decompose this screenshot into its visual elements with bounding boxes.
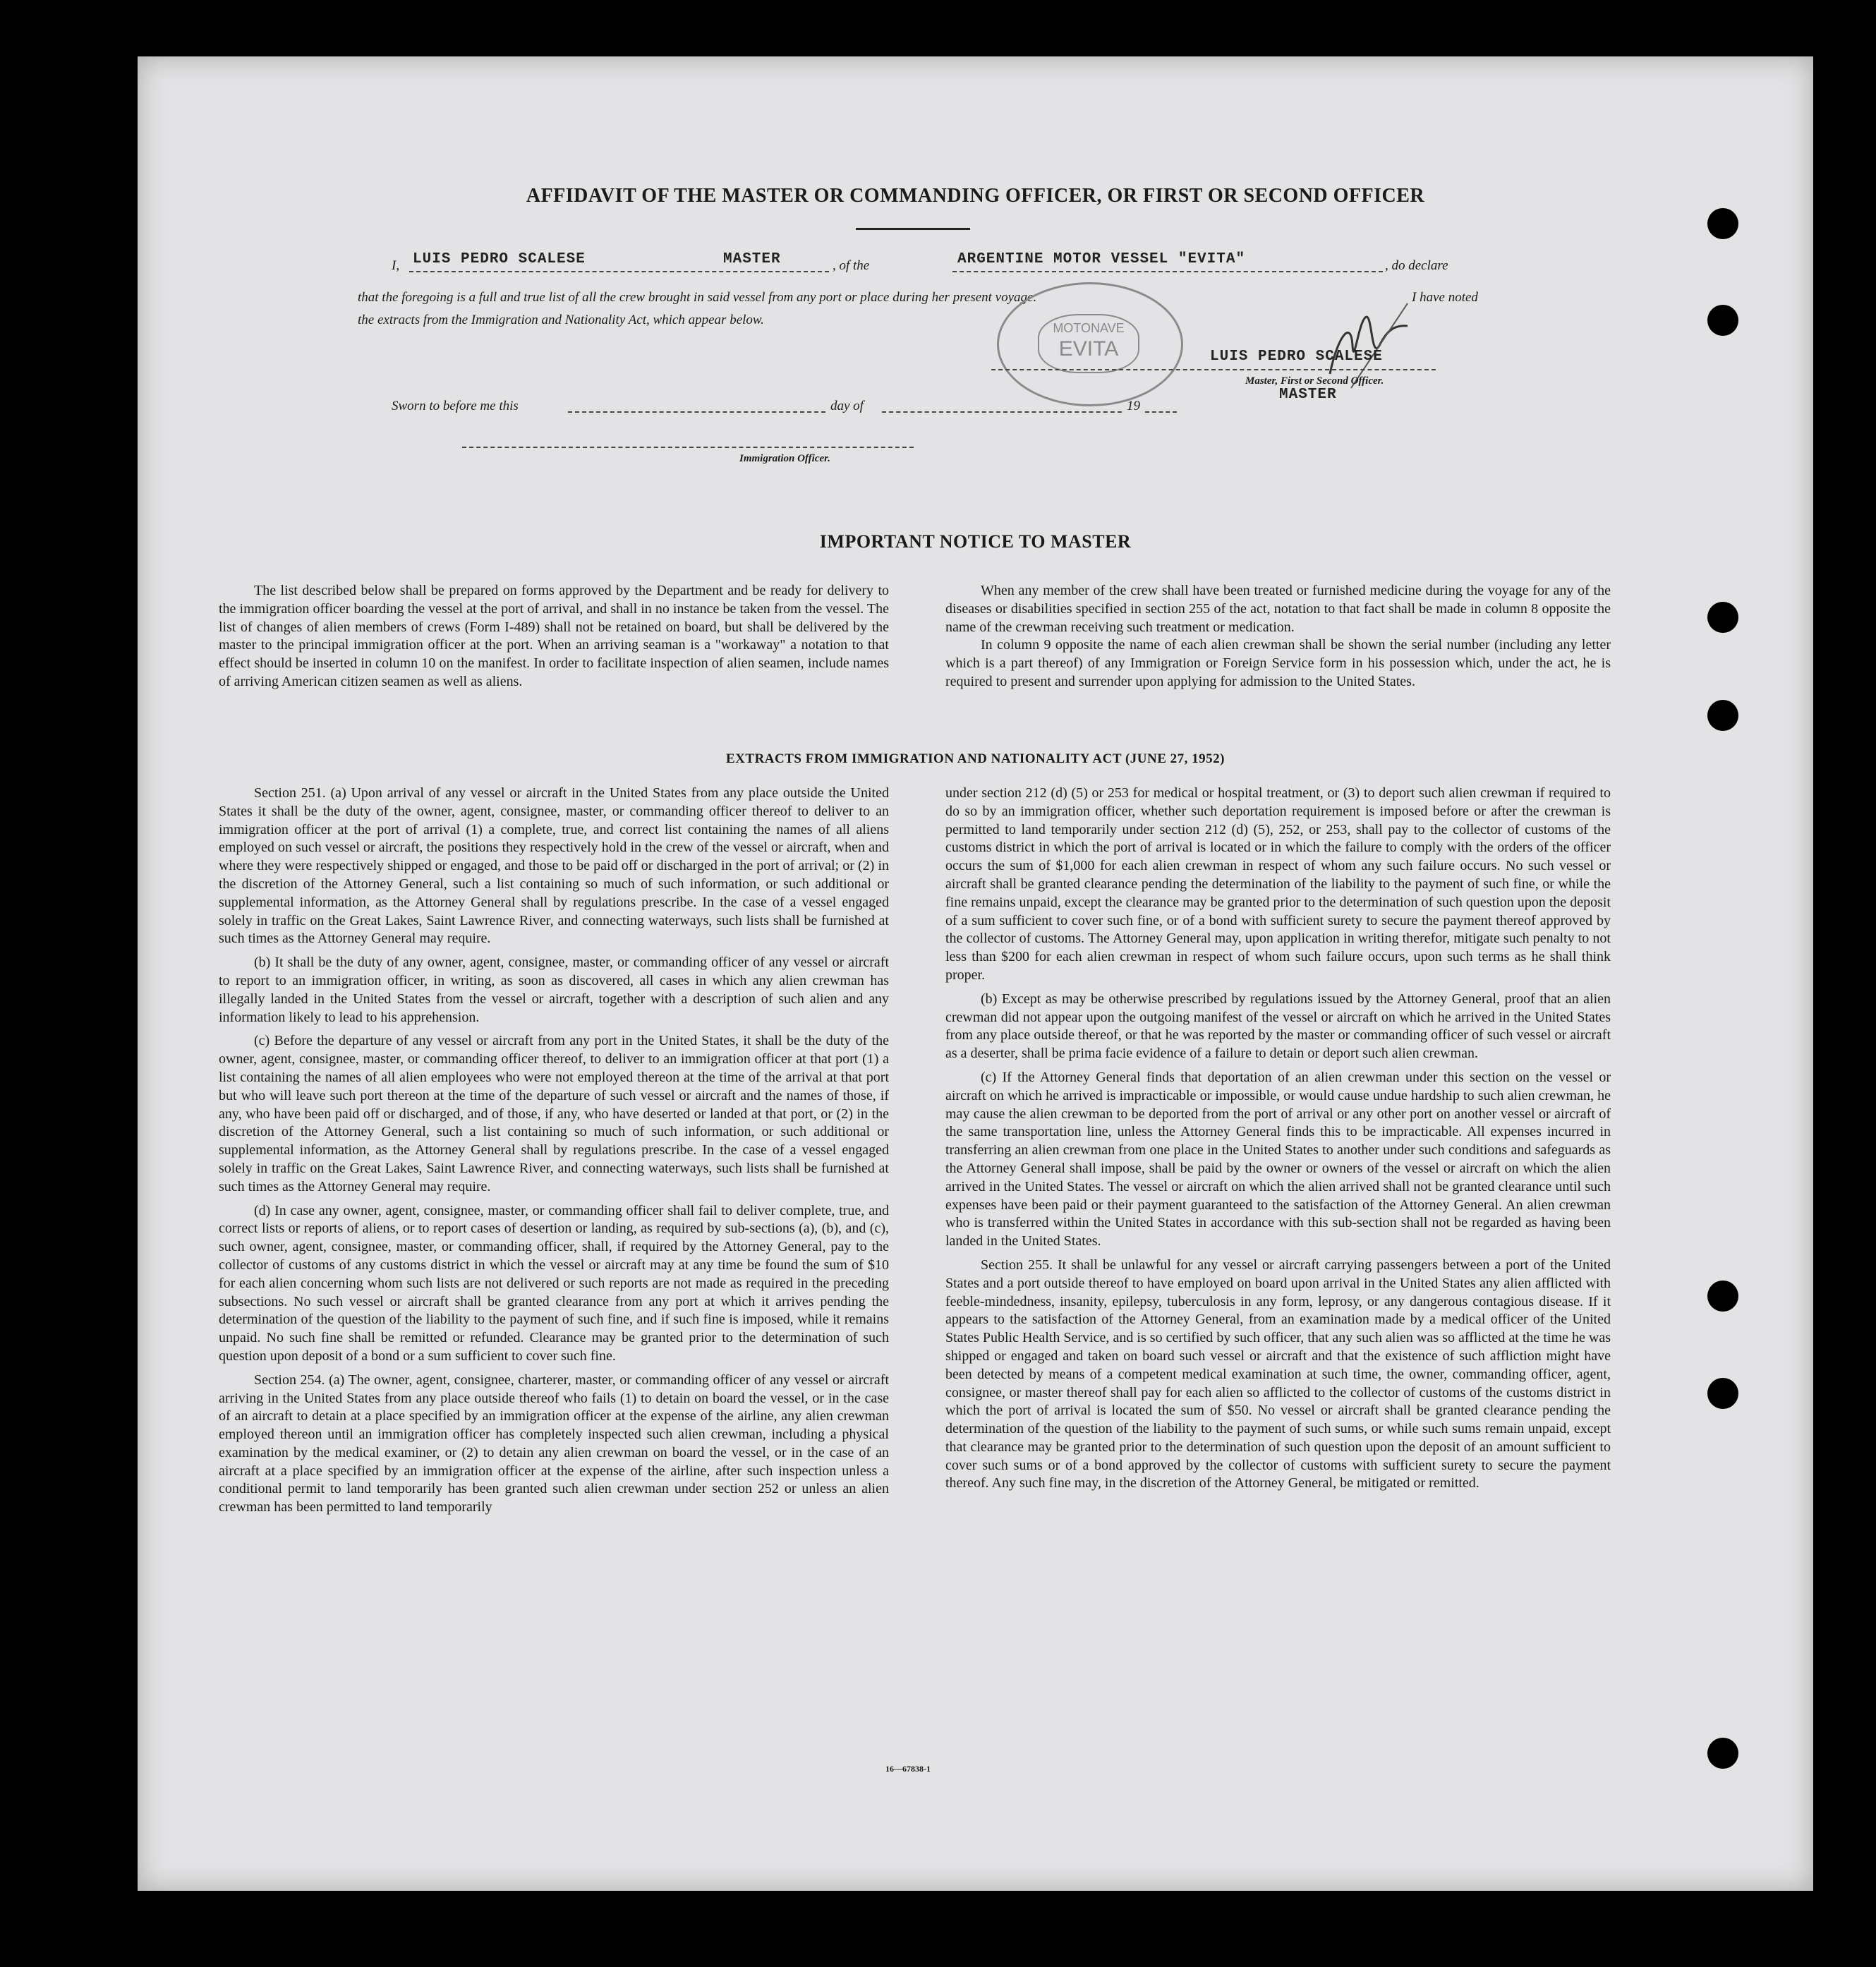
notice-paragraph: In column 9 opposite the name of each alien crewman shall be shown the serial number (including any letter which is a part thereof) of any Immigration or Foreign Service form in his possession which, under the act, he is required to present and surrender upon applying for admission to the United States. (945, 637, 1611, 689)
sworn-label: Sworn to before me this (392, 399, 519, 413)
title-rule (856, 228, 970, 230)
notice-right-column (945, 582, 1611, 697)
stamp-inner (1038, 314, 1139, 373)
stamp-text: EVITA (1058, 337, 1119, 361)
binder-hole (1707, 602, 1738, 633)
year-line (1145, 411, 1177, 413)
signature-caption: Master, First or Second Officer. (1245, 375, 1384, 387)
act-paragraph: Section 251. (a) Upon arrival of any vessel or aircraft in the United States from any place outside the United States it shall be the duty of the owner, agent, consignee, master, or commanding officer thereof to deliver to an immigration officer at the port of arrival (1) a complete, true, and correct list containing the names of all aliens employed on such vessel or aircraft, the positions they respectively hold in the crew of the vessel or aircraft, when and where they were respectively shipped or engaged, and those to be paid off or discharged in the port of arrival; or (2) in the discretion of the Attorney General, such a list containing so much of such information, or such additional or supplemental information, as the Attorney General shall by regulations prescribe. In the case of a vessel engaged solely in traffic on the Great Lakes, Saint Lawrence River, and connecting waterways, such lists shall be furnished at such times as the Attorney General may require. (219, 785, 889, 947)
binder-hole (1707, 1378, 1738, 1409)
act-paragraph: Section 255. It shall be unlawful for any vessel or aircraft carrying passengers between a port of the United States and a port outside thereof to have employed on board upon arrival in the United States any alien afflicted with feeble-mindedness, insanity, epilepsy, tuberculosis in any form, leprosy, or any dangerous contagious disease. If it appears to the satisfaction of the Attorney General, from an examination made by a medical officer of the United States Public Health Service, and is so certified by such officer, that any such alien was so afflicted at the time he was shipped or engaged and taken on board such vessel or aircraft and that the existence of such affliction might have been detected by means of a competent medical examination at such time, the owner, commanding officer, agent, consignee, or master thereof shall pay for each alien so afflicted to the collector of customs of the customs district in which the port of arrival is located the sum of $50. No vessel or aircraft shall be granted clearance pending the determination of the question of the liability to the payment of such sums, or while such sums remain unpaid, except that clearance may be granted prior to the determination of such question upon the deposit of an amount sufficient to cover such sums or of a bond approved by the collector of customs with sufficient surety to secure the payment thereof. Any such fine may, in the discretion of the Attorney General, be mitigated or remitted. (945, 1257, 1611, 1491)
officer-caption: Immigration Officer. (739, 453, 830, 464)
notice-left-column (219, 582, 889, 697)
act-paragraph: (d) In case any owner, agent, consignee, master, or commanding officer shall fail to deliver complete, true, and correct lists or reports of aliens, or to report cases of desertion or landing, as required by sub-sections (a), (b), and (c), such owner, agent, consignee, master, or commanding officer, shall, if required by the Attorney General, pay to the collector of customs of any customs district in which the vessel or aircraft may at any time be found the sum of $10 for each alien concerning whom such lists are not delivered or such reports are not made as required in the preceding subsections. No such vessel or aircraft shall be granted clearance from any port at which it arrives pending the determination of the question of the liability to the payment of such fine, and if such fine is imposed, while it remains unpaid. No such fine shall be remitted or refunded. Clearance may be granted prior to the determination of such question upon deposit of a bond or a sum sufficient to cover such fine. (219, 1202, 889, 1364)
sworn-date-line (568, 411, 825, 413)
binder-hole (1707, 1738, 1738, 1769)
act-paragraph: (b) Except as may be otherwise prescribed by regulations issued by the Attorney General, proof that an alien crewman did not appear upon the outgoing manifest of the vessel or aircraft on which he arrived in the United States from any place outside thereof, or that he was reported by the master or commanding officer of such vessel or aircraft as a deserter, shall be prima facie evidence of a failure to detain or deport such alien crewman. (945, 991, 1611, 1062)
act-paragraph: under section 212 (d) (5) or 253 for medical or hospital treatment, or (3) to deport such alien crewman if required to do so by an immigration officer, whether such deportation requirement is imposed before or after the crewman is permitted to land temporarily under section 212 (d) (5), 252, or 253, shall pay to the collector of customs of the customs district in which the port of arrival is located or in which the failure to comply with the orders of the officer occurs the sum of $1,000 for each alien crewman in respect of whom any such failure occurs. No such vessel or aircraft shall be granted clearance pending the determination of the liability to the payment of such fine, or while the fine remains unpaid, except the clearance may be granted prior to the determination of such question upon the deposit of a sum sufficient to cover such fine, or of a bond with sufficient surety to secure the payment thereof approved by the collector of customs. The Attorney General may, upon application in writing therefor, mitigate such penalty to not less than $200 for each alien crewman in respect of whom such failure occurs, upon such terms as he shall think proper. (945, 785, 1611, 983)
affidavit-title: AFFIDAVIT OF THE MASTER OR COMMANDING OFFICER, OR FIRST OR SECOND OFFICER (526, 185, 1425, 207)
act-paragraph: (b) It shall be the duty of any owner, agent, consignee, master, or commanding officer of any vessel or aircraft to report to an immigration officer, in writing, as soon as discovered, all cases in which any alien crewman has illegally landed in the United States from the vessel or aircraft, together with a description of such alien and any information likely to lead to his apprehension. (219, 955, 889, 1025)
day-of-label: day of (830, 399, 864, 413)
declaration-line-3: the extracts from the Immigration and Nationality Act, which appear below. (358, 313, 764, 327)
of-the-label: , of the (833, 258, 870, 273)
stamp-text: MOTONAVE (1053, 321, 1125, 335)
signature-name: LUIS PEDRO SCALESE (1210, 349, 1383, 365)
binder-hole (1707, 208, 1738, 239)
vessel-line (952, 271, 1383, 272)
extracts-left-column (219, 785, 889, 1523)
year-label: 19 (1127, 399, 1140, 413)
extracts-right-column (945, 785, 1611, 1499)
signature-rank: MASTER (1279, 387, 1337, 403)
act-paragraph: Section 254. (a) The owner, agent, consignee, charterer, master, or commanding officer of any vessel or aircraft arriving in the United States from any place outside thereof who fails (1) to detain on board the vessel, or in the case of an aircraft to detain at a place specified by an immigration officer at the expense of the airline, any alien crewman employed thereon until an immigration officer has completely inspected such alien crewman, including a physical examination by the medical examiner, or (2) to detain any alien crewman on board the vessel, or in the case of an aircraft at a place specified by an immigration officer at the expense of the airline, after such inspection unless a conditional permit to land temporarily has been granted such alien crewman under section 252 or unless an alien crewman has been permitted to land temporarily (219, 1372, 889, 1515)
form-code: 16—67838-1 (885, 1764, 931, 1774)
master-rank: MASTER (723, 251, 781, 267)
act-paragraph: (c) Before the departure of any vessel or aircraft from any port in the United States, it shall be the duty of the owner, agent, consignee, master, or commanding officer thereof, to deliver to an immigration officer at that port (1) a list containing the names of all alien employees who were not employed thereon at the time of the arrival at that port but who will leave such port thereon at the time of the departure of such vessel or aircraft and the names of those, if any, who have been paid off or discharged, and of those, if any, who have deserted or landed at that port, or (2) in the discretion of the Attorney General, such a list containing so much of such information, or such additional or supplemental information, as the Attorney General shall by regulations prescribe. In the case of a vessel engaged solely in traffic on the Great Lakes, Saint Lawrence River, and connecting waterways, such lists shall be furnished at such times as the Attorney General may require. (219, 1033, 889, 1194)
vessel-name: ARGENTINE MOTOR VESSEL "EVITA" (957, 251, 1246, 267)
notice-paragraph: When any member of the crew shall have been treated or furnished medicine during the voyage for any of the diseases or disabilities specified in section 255 of the act, notation to that fact shall be made in column 8 opposite the name of the crewman receiving such treatment or medication. (945, 583, 1611, 635)
vessel-stamp (997, 282, 1183, 406)
master-name: LUIS PEDRO SCALESE (413, 251, 586, 267)
month-line (882, 411, 1122, 413)
act-paragraph: (c) If the Attorney General finds that deportation of an alien crewman under this section on the vessel or aircraft on which he arrived is impracticable or impossible, or would cause undue hardship to such alien crewman, he may cause the alien crewman to be deported from the port of arrival or any other port on another vessel or aircraft of the same transportation line, unless the Attorney General finds this to be impracticable. All expenses incurred in transferring an alien crewman from one place in the United States to another under such conditions and safeguards as the Attorney General shall impose, shall be paid by the owner or owners of the vessel or aircraft on which the alien arrived in the United States. The vessel or aircraft on which the alien arrived shall not be granted clearance until such expenses have been paid or their payment guaranteed to the satisfaction of the Attorney General. An alien crewman who is transferred within the United States in accordance with this sub-section shall not be regarded as having been landed in the United States. (945, 1069, 1611, 1249)
binder-hole (1707, 1281, 1738, 1312)
document-page (138, 56, 1813, 1891)
do-declare-label: , do declare (1385, 258, 1448, 273)
binder-hole (1707, 700, 1738, 731)
officer-signature-line (462, 447, 914, 448)
extracts-title: EXTRACTS FROM IMMIGRATION AND NATIONALITY ACT (JUNE 27, 1952) (726, 751, 1225, 766)
name-line (409, 271, 829, 272)
declaration-line-end: I have noted (1412, 290, 1478, 305)
notice-paragraph: The list described below shall be prepared on forms approved by the Department and be ready for delivery to the immigration officer boarding the vessel at the port of arrival, and shall in no instance be taken from the vessel. The list of changes of alien members of crews (Form I-489) shall not be retained on board, but shall be delivered by the master to the principal immigration officer at the port. When an arriving seaman is a "workaway" a notation to that effect should be inserted in column 10 on the manifest. In order to facilitate inspection of alien seamen, include names of arriving American citizen seamen as well as aliens. (219, 583, 889, 689)
declaration-line: that the foregoing is a full and true list of all the crew brought in said vessel from any port or place during her present voyage. (358, 290, 1037, 305)
notice-title: IMPORTANT NOTICE TO MASTER (819, 531, 1132, 552)
i-label: I, (392, 258, 400, 273)
binder-hole (1707, 305, 1738, 336)
signature-line (991, 369, 1436, 370)
